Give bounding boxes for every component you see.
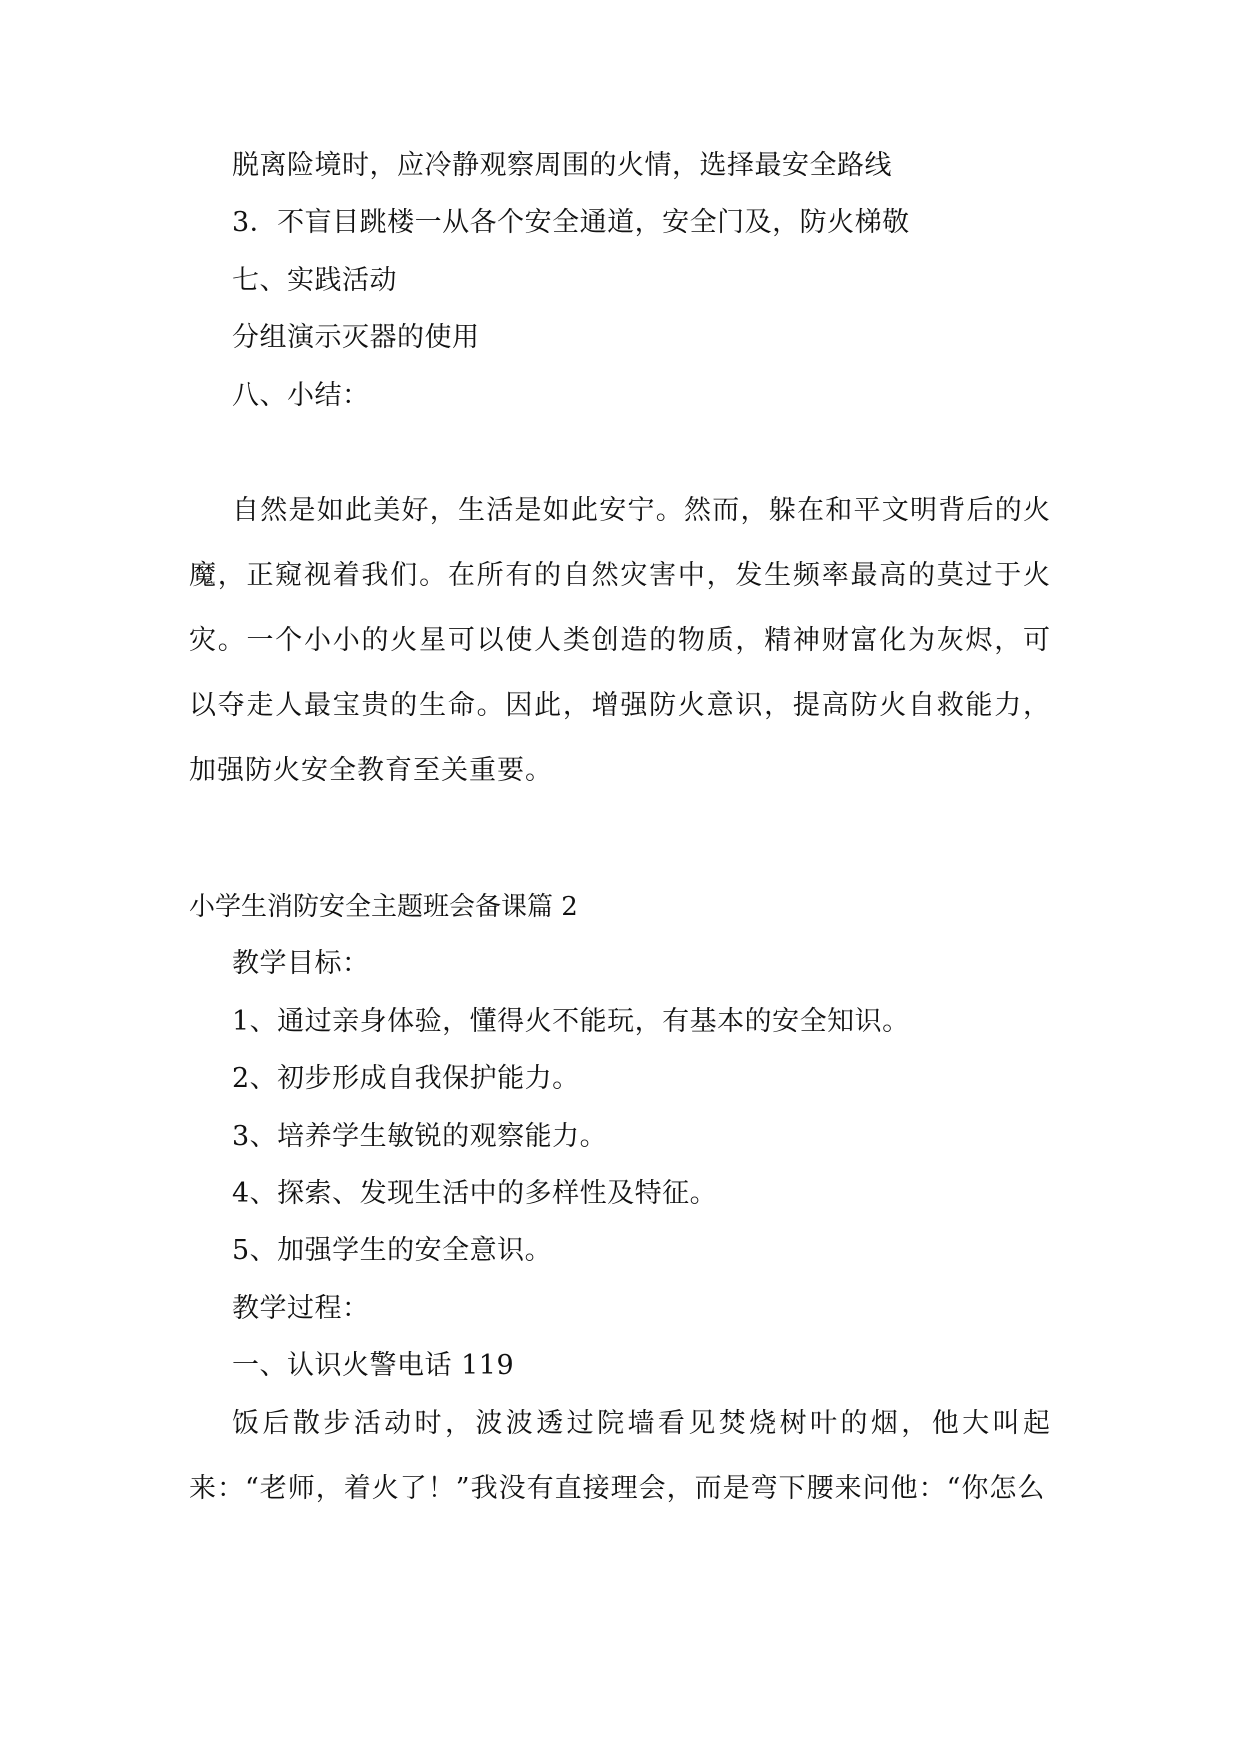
list-item: 4、探索、发现生活中的多样性及特征。 bbox=[232, 1178, 718, 1209]
section-title: 小学生消防安全主题班会备课篇 2 bbox=[189, 892, 578, 922]
list-heading: 八、小结： bbox=[232, 380, 370, 411]
summary-paragraph: 自然是如此美好，生活是如此安宁。然而，躲在和平文明背后的火魔，正窥视着我们。在所有的自然灾害中，发生频率最高的莫过于火灾。一个小小的火星可以使人类创造的物质，精神财富化为灰烬，可以夺走人最宝贵的生命。因此，增强防火意识，提高防火自救能力，加强防火安全教育至关重要。 bbox=[189, 495, 1051, 786]
list-item: 2、初步形成自我保护能力。 bbox=[232, 1063, 580, 1094]
text-line: 分组演示灭器的使用 bbox=[232, 322, 480, 353]
story-paragraph: 饭后散步活动时，波波透过院墙看见焚烧树叶的烟，他大叫起来：“老师，着火了！”我没有直接理会，而是弯下腰来问他：“你怎么 bbox=[189, 1408, 1051, 1504]
goals-heading: 教学目标： bbox=[232, 948, 370, 979]
step-heading: 一、认识火警电话 119 bbox=[232, 1350, 515, 1381]
list-item: 5、加强学生的安全意识。 bbox=[232, 1235, 553, 1266]
list-item: 1、通过亲身体验，懂得火不能玩，有基本的安全知识。 bbox=[232, 1006, 910, 1037]
text-line: 3．不盲目跳楼一从各个安全通道，安全门及，防火梯敬 bbox=[232, 207, 910, 238]
list-item: 3、培养学生敏锐的观察能力。 bbox=[232, 1121, 608, 1152]
list-heading: 七、实践活动 bbox=[232, 265, 397, 296]
text-line: 脱离险境时，应冷静观察周围的火情，选择最安全路线 bbox=[232, 150, 892, 181]
process-heading: 教学过程： bbox=[232, 1293, 370, 1324]
